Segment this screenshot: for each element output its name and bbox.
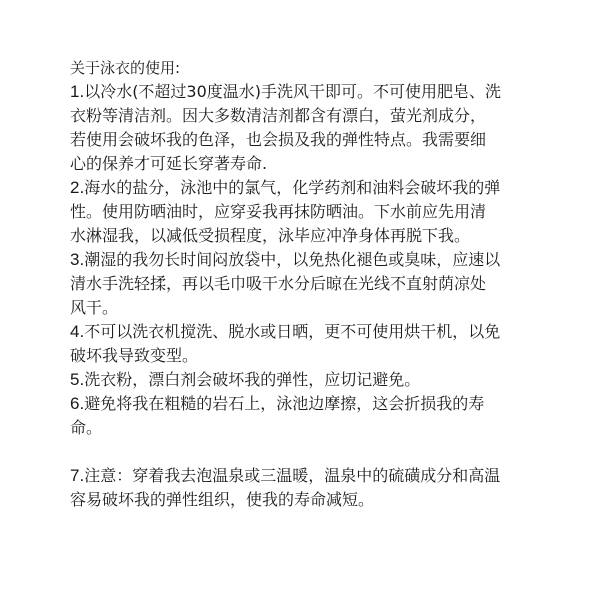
- item-text-line: 若使用会破坏我的色泽，也会损及我的弹性特点。我需要细: [70, 130, 487, 149]
- item-text-line: 洗衣粉，漂白剂会破坏我的弹性，应切记避免。: [84, 370, 421, 389]
- item-text-line: 海水的盐分，泳池中的氯气，化学药剂和油料会破坏我的弹: [84, 178, 501, 197]
- list-item-6: [70, 392, 560, 440]
- item-number: 3.: [70, 250, 85, 269]
- item-text-line: 命。: [70, 418, 103, 437]
- item-text-line: 性。使用防晒油时，应穿妥我再抹防晒油。下水前应先用清: [70, 202, 487, 221]
- item-text-line: 破坏我导致变型。: [70, 346, 199, 365]
- item-text-line: 潮湿的我勿长时间闷放袋中，以免热化褪色或臭味，应速以: [84, 250, 501, 269]
- item-text-line: 不可以洗衣机搅洗、脱水或日晒，更不可使用烘干机，以免: [84, 322, 501, 341]
- document-title: 关于泳衣的使用:: [70, 59, 181, 77]
- item-text-line: 水淋湿我，以减低受损程度，泳毕应冲净身体再脱下我。: [70, 226, 471, 245]
- list-item-7: [70, 464, 560, 512]
- item-number: 2.: [70, 178, 85, 197]
- item-number: 6.: [70, 394, 85, 413]
- list-item-3: [70, 248, 560, 320]
- item-text-line: 容易破坏我的弹性组织，使我的寿命减短。: [70, 490, 375, 509]
- item-text-line: 衣粉等清洁剂。因大多数清洁剂都含有漂白，萤光剂成分，: [70, 106, 487, 125]
- item-text-line: 清水手洗轻揉，再以毛巾吸干水分后晾在光线不直射荫凉处: [70, 274, 487, 293]
- item-text-line: 风干。: [70, 298, 119, 317]
- item-number: 7.: [70, 466, 85, 485]
- paragraph-gap: [70, 440, 560, 464]
- list-item-1: [70, 80, 560, 176]
- item-number: 1.: [70, 82, 85, 101]
- item-number: 5.: [70, 370, 85, 389]
- list-item-2: [70, 176, 560, 248]
- item-text-line: 注意：穿着我去泡温泉或三温暖，温泉中的硫磺成分和高温: [84, 466, 501, 485]
- item-text-line: 心的保养才可延长穿著寿命.: [70, 154, 268, 173]
- item-text-line: 以冷水(不超过30度温水)手洗风干即可。不可使用肥皂、洗: [84, 82, 502, 101]
- list-item-5: [70, 368, 560, 392]
- item-text-line: 避免将我在粗糙的岩石上，泳池边摩擦，这会折损我的寿: [84, 394, 485, 413]
- list-item-4: [70, 320, 560, 368]
- item-number: 4.: [70, 322, 85, 341]
- document-body: [70, 56, 560, 512]
